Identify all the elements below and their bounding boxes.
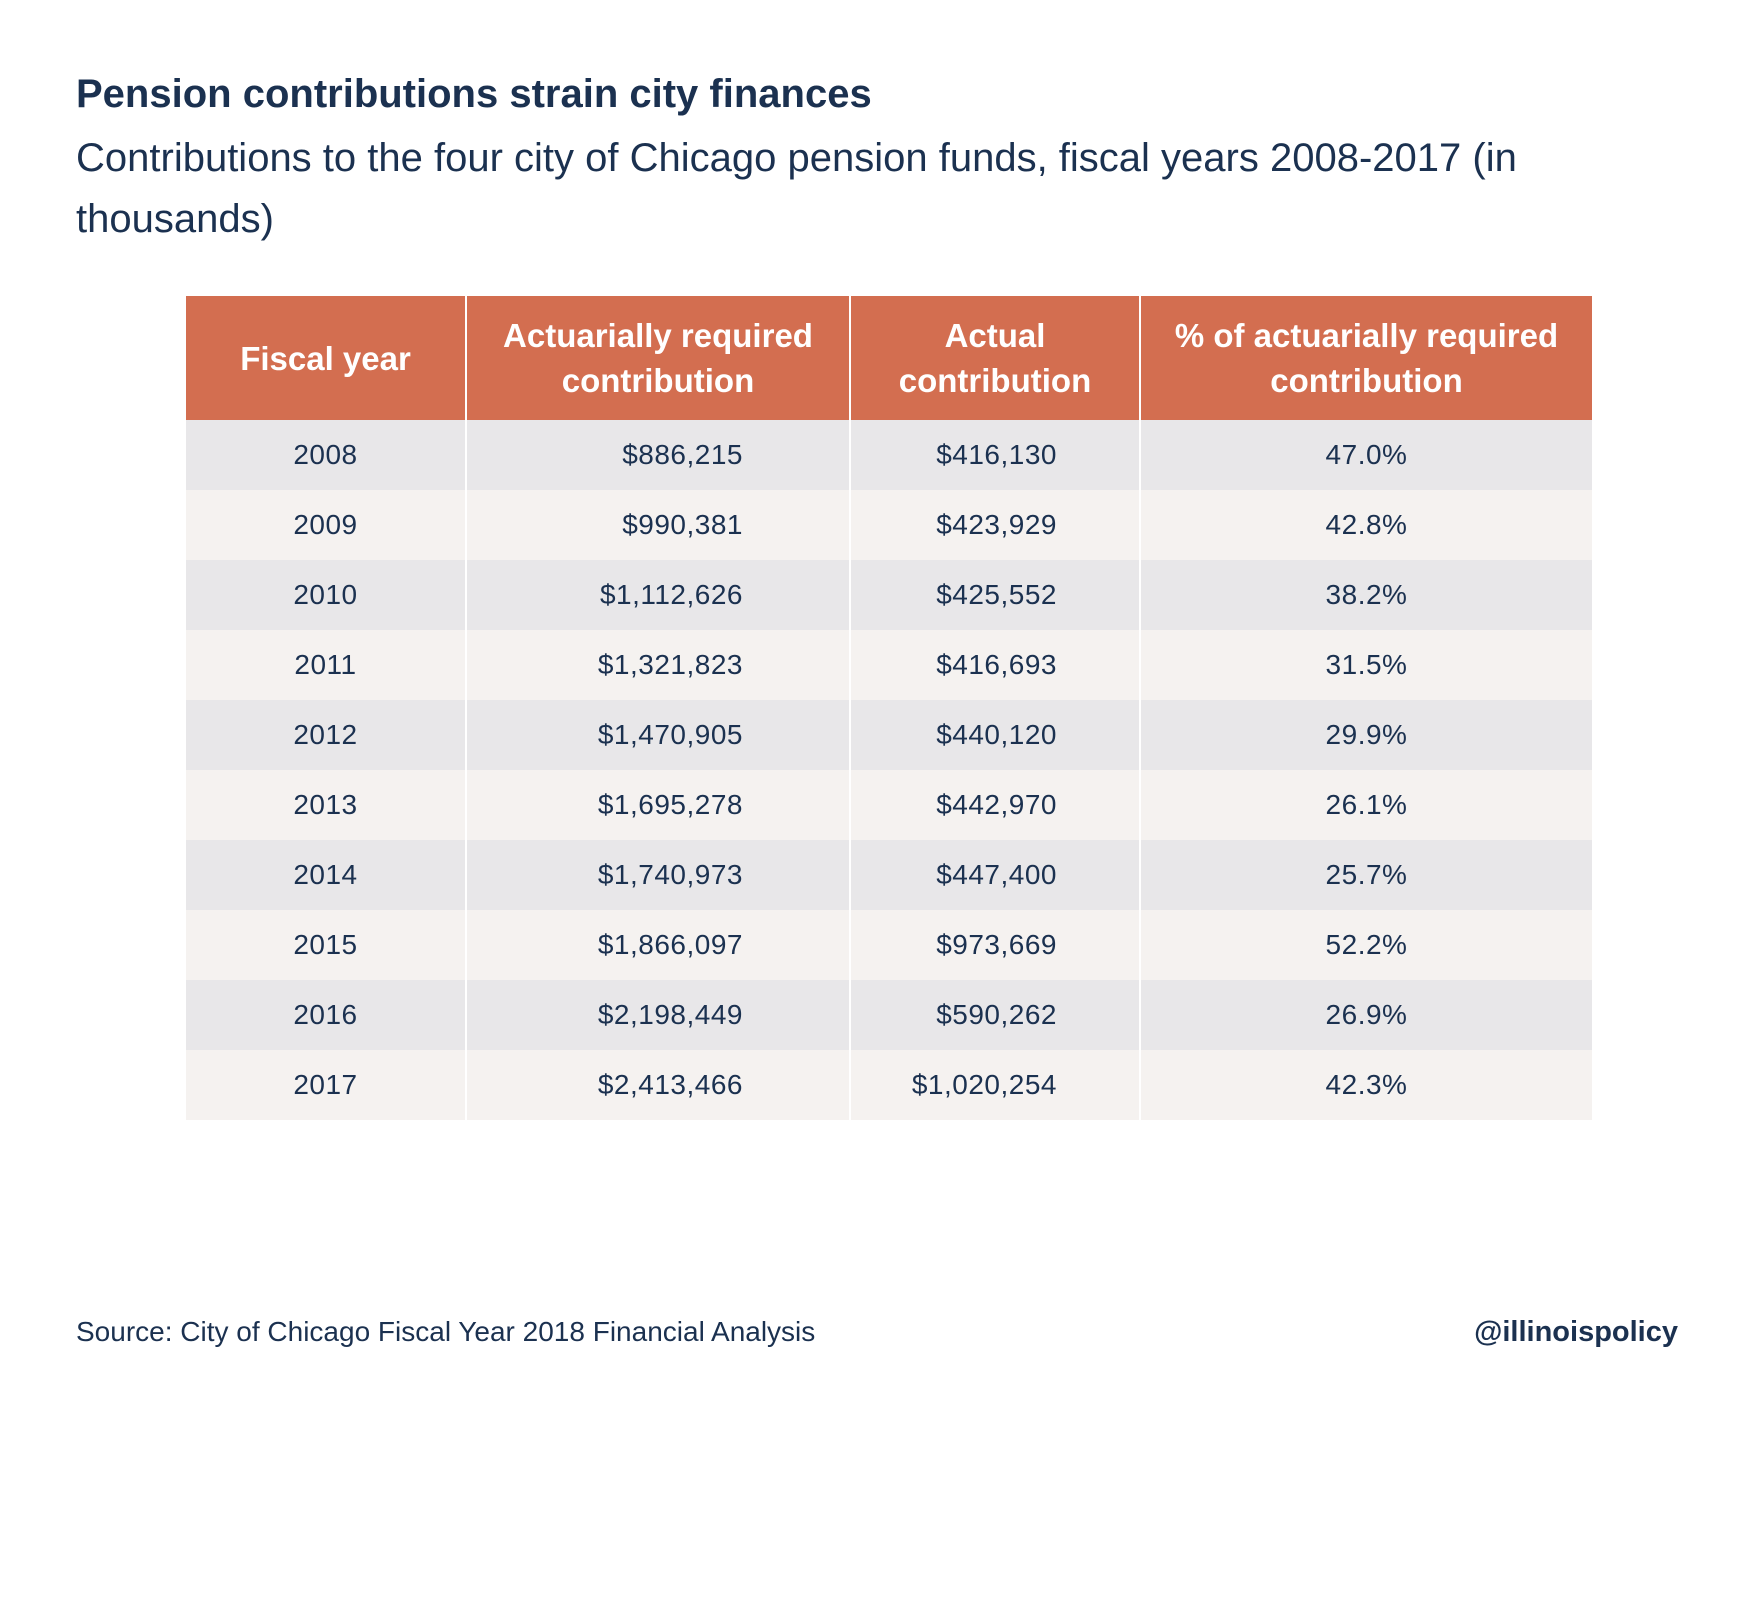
cell-required-contribution: $1,112,626	[466, 560, 850, 630]
table-row	[186, 1050, 1592, 1120]
cell-required-contribution: $1,470,905	[466, 700, 850, 770]
table-row	[186, 770, 1592, 840]
table-row	[186, 420, 1592, 490]
cell-actual-contribution: $423,929	[850, 490, 1140, 560]
cell-actual-contribution: $425,552	[850, 560, 1140, 630]
cell-actual-contribution: $590,262	[850, 980, 1140, 1050]
chart-subtitle: Contributions to the four city of Chicago pension funds, fiscal years 2008-2017 (in thousands)	[76, 136, 1517, 241]
cell-required-contribution: $1,740,973	[466, 840, 850, 910]
column-header-fiscal-year: Fiscal year	[186, 296, 466, 420]
column-header-percent: % of actuarially required contribution	[1140, 296, 1592, 420]
cell-required-contribution: $1,866,097	[466, 910, 850, 980]
cell-required-contribution: $2,198,449	[466, 980, 850, 1050]
table-row	[186, 630, 1592, 700]
cell-fiscal-year: 2013	[186, 770, 466, 840]
cell-fiscal-year: 2014	[186, 840, 466, 910]
source-note: Source: City of Chicago Fiscal Year 2018 Financial Analysis	[76, 1316, 816, 1347]
cell-required-contribution: $990,381	[466, 490, 850, 560]
table-body	[186, 420, 1592, 1120]
cell-required-contribution: $886,215	[466, 420, 850, 490]
table-row	[186, 910, 1592, 980]
cell-fiscal-year: 2009	[186, 490, 466, 560]
cell-actual-contribution: $447,400	[850, 840, 1140, 910]
cell-actual-contribution: $973,669	[850, 910, 1140, 980]
cell-fiscal-year: 2008	[186, 420, 466, 490]
column-header-required: Actuarially required contribution	[466, 296, 850, 420]
table-row	[186, 980, 1592, 1050]
cell-actual-contribution: $416,130	[850, 420, 1140, 490]
cell-percent-of-required: 42.3%	[1140, 1050, 1592, 1120]
cell-fiscal-year: 2012	[186, 700, 466, 770]
cell-actual-contribution: $442,970	[850, 770, 1140, 840]
cell-percent-of-required: 26.9%	[1140, 980, 1592, 1050]
table-row	[186, 700, 1592, 770]
cell-fiscal-year: 2011	[186, 630, 466, 700]
cell-actual-contribution: $416,693	[850, 630, 1140, 700]
cell-fiscal-year: 2015	[186, 910, 466, 980]
cell-percent-of-required: 52.2%	[1140, 910, 1592, 980]
cell-fiscal-year: 2010	[186, 560, 466, 630]
table-row	[186, 840, 1592, 910]
cell-actual-contribution: $440,120	[850, 700, 1140, 770]
cell-percent-of-required: 31.5%	[1140, 630, 1592, 700]
cell-percent-of-required: 47.0%	[1140, 420, 1592, 490]
contributions-table	[186, 296, 1592, 1120]
cell-required-contribution: $1,695,278	[466, 770, 850, 840]
cell-required-contribution: $2,413,466	[466, 1050, 850, 1120]
cell-actual-contribution: $1,020,254	[850, 1050, 1140, 1120]
cell-fiscal-year: 2016	[186, 980, 466, 1050]
cell-percent-of-required: 25.7%	[1140, 840, 1592, 910]
chart-title: Pension contributions strain city finances	[76, 72, 872, 116]
column-header-actual: Actual contribution	[850, 296, 1140, 420]
cell-percent-of-required: 29.9%	[1140, 700, 1592, 770]
table-row	[186, 490, 1592, 560]
header-row	[186, 296, 1592, 420]
brand-handle: @illinoispolicy	[1474, 1316, 1678, 1348]
cell-required-contribution: $1,321,823	[466, 630, 850, 700]
cell-percent-of-required: 26.1%	[1140, 770, 1592, 840]
cell-percent-of-required: 38.2%	[1140, 560, 1592, 630]
table-row	[186, 560, 1592, 630]
cell-fiscal-year: 2017	[186, 1050, 466, 1120]
cell-percent-of-required: 42.8%	[1140, 490, 1592, 560]
